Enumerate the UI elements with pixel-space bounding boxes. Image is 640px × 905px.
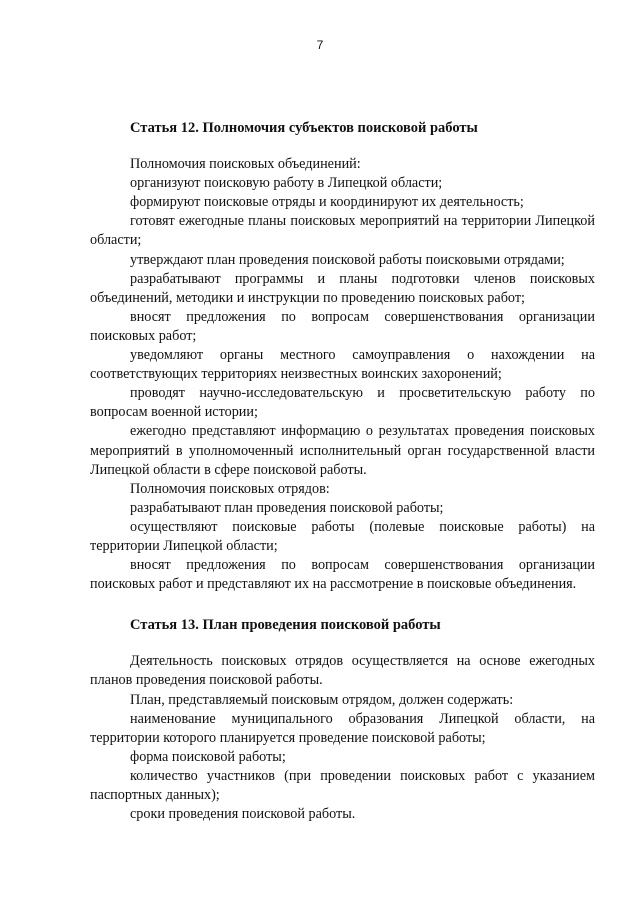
article-12-heading: Статья 12. Полномочия субъектов поисковой работы <box>130 120 478 136</box>
article-13-paragraph: наименование муниципального образования Липецкой области, на территории которого планируется проведение поисковой работы; <box>90 710 595 746</box>
article-12-paragraph: вносят предложения по вопросам совершенствования организации поисковых работ и представляют их на рассмотрение в поисковые объединения. <box>90 557 595 593</box>
article-12-paragraph: Полномочия поисковых объединений: <box>130 156 361 173</box>
article-13-heading: Статья 13. План проведения поисковой работы <box>130 617 441 634</box>
article-13-paragraph: форма поисковой работы; <box>130 748 286 765</box>
article-12-paragraph: разрабатывают программы и планы подготовки членов поисковых объединений, методики и инструкции по проведению поисковых работ; <box>90 270 595 306</box>
article-13-paragraph: сроки проведения поисковой работы. <box>130 806 356 823</box>
article-12-paragraph: осуществляют поисковые работы (полевые поисковые работы) на территории Липецкой области; <box>90 518 595 554</box>
article-12-paragraph: готовят ежегодные планы поисковых мероприятий на территории Липецкой области; <box>90 213 595 249</box>
article-13-paragraph: количество участников (при проведении поисковых работ с указанием паспортных данных); <box>90 767 595 803</box>
article-12-paragraph: организуют поисковую работу в Липецкой области; <box>130 175 443 192</box>
article-13-paragraph: План, представляемый поисковым отрядом, должен содержать: <box>130 691 514 708</box>
article-12-paragraph: вносят предложения по вопросам совершенствования организации поисковых работ; <box>90 308 595 344</box>
article-12-paragraph: утверждают план проведения поисковой работы поисковыми отрядами; <box>130 251 565 268</box>
article-12-paragraph: уведомляют органы местного самоуправления о нахождении на соответствующих территориях неизвестных воинских захоронений; <box>90 347 595 383</box>
page-number: 7 <box>316 38 324 52</box>
article-12-paragraph: проводят научно-исследовательскую и просветительскую работу по вопросам военной истории; <box>90 385 595 421</box>
document-body <box>90 119 595 824</box>
article-12-paragraph: формируют поисковые отряды и координируют их деятельность; <box>130 194 524 211</box>
article-12-paragraph: ежегодно представляют информацию о результатах проведения поисковых мероприятий в уполномоченный исполнительный орган государственной власти Липецкой области в сфере поисковой работы. <box>90 423 595 478</box>
article-12-paragraph: Полномочия поисковых отрядов: <box>130 480 330 497</box>
article-12-paragraph: разрабатывают план проведения поисковой работы; <box>130 499 444 516</box>
article-13-paragraph: Деятельность поисковых отрядов осуществляется на основе ежегодных планов проведения поисковой работы. <box>90 653 595 689</box>
